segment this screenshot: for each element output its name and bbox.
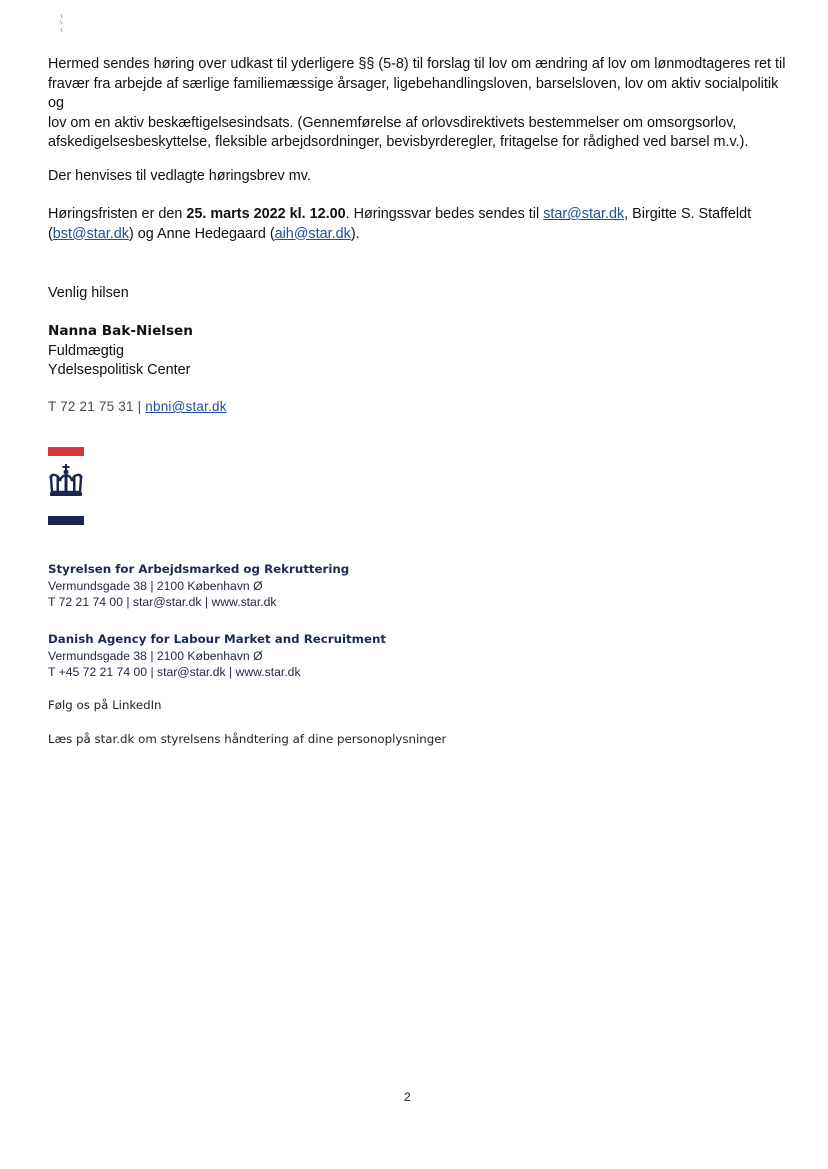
signature-department: Ydelsespolitisk Center bbox=[48, 362, 191, 378]
email-link-star[interactable]: star@star.dk bbox=[543, 206, 625, 222]
email-link-aih[interactable]: aih@star.dk bbox=[274, 225, 351, 242]
agency-danish-name: Styrelsen for Arbejdsmarked og Rekruttering bbox=[48, 562, 350, 576]
agency-english-contact: T +45 72 21 74 00 | star@star.dk | www.star.dk bbox=[48, 665, 301, 679]
agency-danish-block bbox=[48, 561, 349, 611]
closing: Venlig hilsen bbox=[48, 285, 129, 301]
signature-phone: T 72 21 75 31 | bbox=[48, 399, 142, 414]
deadline-date: 25. marts 2022 kl. 12.00 bbox=[186, 206, 346, 222]
page-number: 2 bbox=[404, 1090, 411, 1104]
agency-danish-contact: T 72 21 74 00 | star@star.dk | www.star.dk bbox=[48, 595, 277, 609]
deadline-mid: ) og Anne Hedegaard ( bbox=[129, 225, 275, 242]
intro-line: fravær fra arbejde af særlige familiemæssige årsager, ligebehandlingsloven, barselsloven, lov om aktiv socialpolitik bbox=[48, 75, 779, 92]
reference-text: Der henvises til vedlagte høringsbrev mv. bbox=[48, 168, 311, 184]
deadline-intro: Høringsfristen er den bbox=[48, 206, 187, 222]
signature-name: Nanna Bak-Nielsen bbox=[48, 323, 193, 339]
intro-line: afskedigelsesbeskyttelse, fleksible arbejdsordninger, bevisbyrderegler, fritagelse for rådighed ved barsel m.v.). bbox=[48, 134, 749, 150]
logo-red-bar bbox=[48, 447, 84, 456]
agency-english-name: Danish Agency for Labour Market and Recruitment bbox=[48, 632, 387, 646]
signature-email-link[interactable]: nbni@star.dk bbox=[145, 399, 227, 414]
signature-block bbox=[48, 322, 193, 381]
agency-english-block bbox=[48, 631, 386, 681]
intro-line: og bbox=[48, 95, 65, 111]
deadline-paragraph bbox=[48, 205, 788, 244]
signature-title: Fuldmægtig bbox=[48, 342, 124, 359]
scan-artifact bbox=[56, 12, 68, 38]
signature-contact bbox=[48, 399, 227, 414]
agency-english-address: Vermundsgade 38 | 2100 København Ø bbox=[48, 648, 263, 663]
logo-blue-bar bbox=[48, 516, 84, 525]
agency-danish-address: Vermundsgade 38 | 2100 København Ø bbox=[48, 578, 263, 593]
deadline-open-paren: ( bbox=[48, 225, 53, 242]
deadline-close: ). bbox=[350, 225, 360, 242]
deadline-after-main: , Birgitte S. Staffeldt bbox=[624, 206, 752, 222]
crown-icon bbox=[47, 464, 85, 500]
privacy-link[interactable]: Læs på star.dk om styrelsens håndtering af dine personoplysninger bbox=[48, 732, 447, 746]
email-link-bst[interactable]: bst@star.dk bbox=[52, 225, 129, 242]
intro-paragraph bbox=[48, 55, 788, 153]
reference-paragraph bbox=[48, 167, 788, 187]
linkedin-link[interactable]: Følg os på LinkedIn bbox=[48, 698, 162, 712]
deadline-after-date: . Høringssvar bedes sendes til bbox=[345, 206, 544, 222]
intro-line: lov om en aktiv beskæftigelsesindsats. (Gennemførelse af orlovsdirektivets bestemmelser om omsorgsorlov, bbox=[48, 114, 737, 131]
intro-line: Hermed sendes høring over udkast til yderligere §§ (5-8) til forslag til lov om ændring af lov om lønmodtageres ret til bbox=[48, 56, 786, 72]
